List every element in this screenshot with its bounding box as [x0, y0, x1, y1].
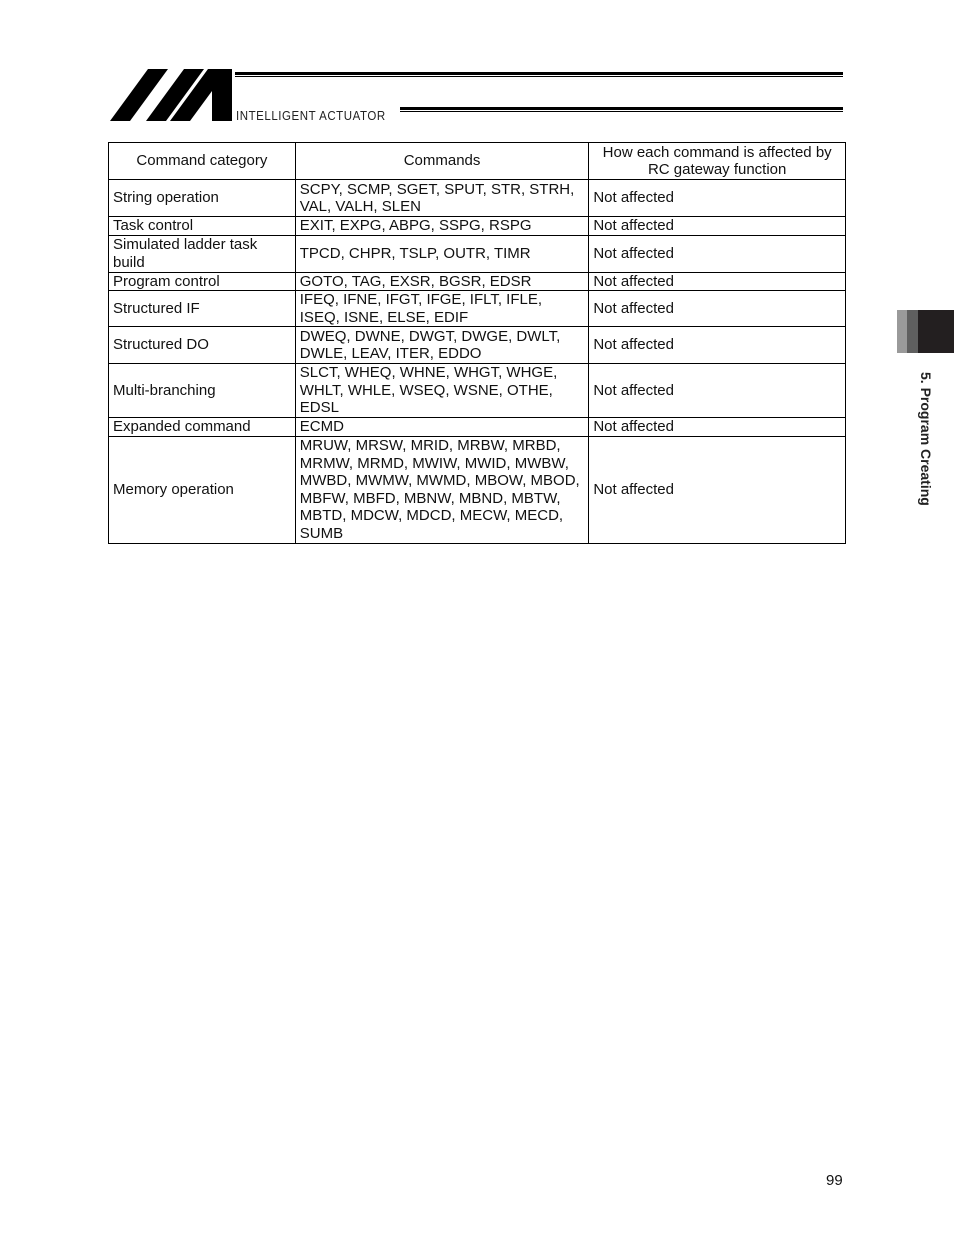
category-cell: String operation [109, 180, 296, 217]
table-row [109, 180, 846, 217]
category-cell: Program control [109, 272, 296, 291]
commands-cell: ECMD [295, 418, 589, 437]
chapter-tab [897, 310, 954, 353]
commands-cell: IFEQ, IFNE, IFGT, IFGE, IFLT, IFLE, ISEQ, ISNE, ELSE, EDIF [295, 291, 589, 327]
category-cell: Multi-branching [109, 364, 296, 418]
category-cell: Structured IF [109, 291, 296, 327]
page-number: 99 [826, 1172, 843, 1189]
effect-cell: Not affected [589, 272, 846, 291]
iai-logo [110, 69, 232, 121]
category-cell: Structured DO [109, 327, 296, 364]
effect-cell: Not affected [589, 364, 846, 418]
table-row [109, 364, 846, 418]
category-cell: Simulated ladder task build [109, 235, 296, 272]
column-header-commands: Commands [295, 143, 589, 180]
header-rule-top [235, 72, 843, 77]
commands-cell: DWEQ, DWNE, DWGT, DWGE, DWLT, DWLE, LEAV, ITER, EDDO [295, 327, 589, 364]
column-header-effect: How each command is affected by RC gateway function [589, 143, 846, 180]
effect-cell: Not affected [589, 327, 846, 364]
chapter-tab-light-block [897, 310, 907, 353]
commands-cell: EXIT, EXPG, ABPG, SSPG, RSPG [295, 217, 589, 236]
table-row [109, 327, 846, 364]
commands-cell: TPCD, CHPR, TSLP, OUTR, TIMR [295, 235, 589, 272]
chapter-label: 5. Program Creating [918, 372, 934, 506]
commands-cell: SCPY, SCMP, SGET, SPUT, STR, STRH, VAL, VALH, SLEN [295, 180, 589, 217]
commands-cell: GOTO, TAG, EXSR, BGSR, EDSR [295, 272, 589, 291]
header-rule-bottom [400, 107, 843, 112]
brand-text: INTELLIGENT ACTUATOR [236, 109, 386, 123]
table-row [109, 217, 846, 236]
chapter-tab-dark-block [918, 310, 954, 353]
category-cell: Task control [109, 217, 296, 236]
table-row [109, 418, 846, 437]
effect-cell: Not affected [589, 291, 846, 327]
table-row [109, 291, 846, 327]
category-cell: Memory operation [109, 436, 296, 543]
table-row [109, 436, 846, 543]
effect-cell: Not affected [589, 217, 846, 236]
effect-cell: Not affected [589, 180, 846, 217]
effect-cell: Not affected [589, 418, 846, 437]
commands-cell: SLCT, WHEQ, WHNE, WHGT, WHGE, WHLT, WHLE, WSEQ, WSNE, OTHE, EDSL [295, 364, 589, 418]
effect-cell: Not affected [589, 235, 846, 272]
table-header-row [109, 143, 846, 180]
table-row [109, 272, 846, 291]
command-table [108, 142, 846, 544]
category-cell: Expanded command [109, 418, 296, 437]
commands-cell: MRUW, MRSW, MRID, MRBW, MRBD, MRMW, MRMD, MWIW, MWID, MWBW, MWBD, MWMW, MWMD, MBOW, MBOD, MBFW, MBFD, MBNW, MBND, MBTW, MBTD, MDCW, MDCD, MECW, MECD, SUMB [295, 436, 589, 543]
table-row [109, 235, 846, 272]
chapter-tab-mid-block [907, 310, 918, 353]
column-header-category: Command category [109, 143, 296, 180]
effect-cell: Not affected [589, 436, 846, 543]
